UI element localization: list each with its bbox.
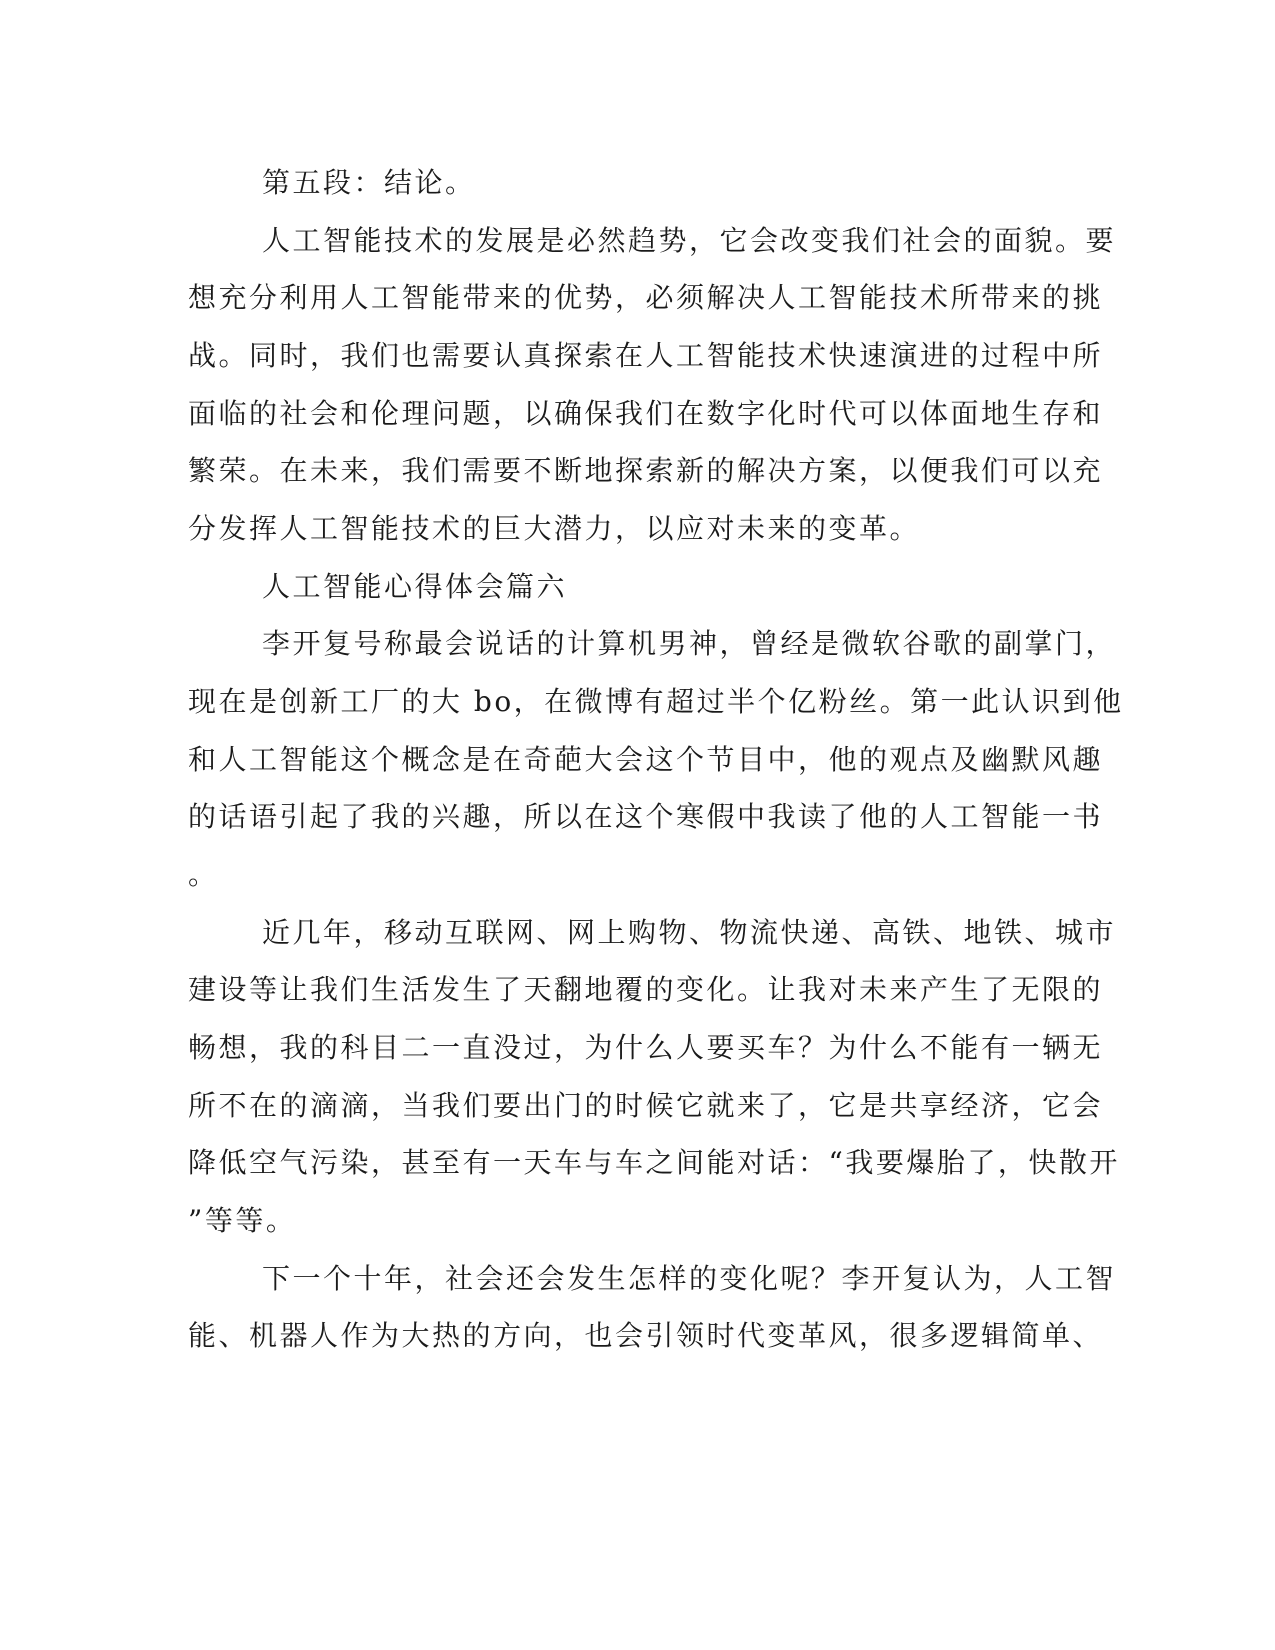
paragraph-line: 能、机器人作为大热的方向，也会引领时代变革风，很多逻辑简单、 (188, 1319, 1104, 1352)
paragraph-line: 近几年，移动互联网、网上购物、物流快递、高铁、地铁、城市 (262, 916, 1117, 949)
paragraph-line: 畅想，我的科目二一直没过，为什么人要买车？为什么不能有一辆无 (188, 1031, 1104, 1064)
paragraph-line: 下一个十年，社会还会发生怎样的变化呢？李开复认为，人工智 (262, 1262, 1117, 1295)
paragraph-line: 想充分利用人工智能带来的优势，必须解决人工智能技术所带来的挑 (188, 281, 1104, 314)
section-heading: 人工智能心得体会篇六 (262, 570, 568, 603)
paragraph-line: 降低空气污染，甚至有一天车与车之间能对话：“我要爆胎了，快散开 (188, 1146, 1120, 1179)
paragraph-line: ”等等。 (188, 1204, 297, 1237)
paragraph-line: 战。同时，我们也需要认真探索在人工智能技术快速演进的过程中所 (188, 339, 1104, 372)
paragraph-line: 分发挥人工智能技术的巨大潜力，以应对未来的变革。 (188, 512, 921, 545)
paragraph-line: 繁荣。在未来，我们需要不断地探索新的解决方案，以便我们可以充 (188, 454, 1104, 487)
paragraph-line: 所不在的滴滴，当我们要出门的时候它就来了，它是共享经济，它会 (188, 1089, 1104, 1122)
paragraph-line: 李开复号称最会说话的计算机男神，曾经是微软谷歌的副掌门， (262, 627, 1117, 660)
paragraph-line: 建设等让我们生活发生了天翻地覆的变化。让我对未来产生了无限的 (188, 973, 1104, 1006)
section-heading: 第五段：结论。 (262, 166, 476, 199)
paragraph-line: 。 (188, 858, 219, 891)
paragraph-line: 和人工智能这个概念是在奇葩大会这个节目中，他的观点及幽默风趣 (188, 743, 1104, 776)
paragraph-line: 现在是创新工厂的大 bo，在微博有超过半个亿粉丝。第一此认识到他 (188, 685, 1124, 718)
paragraph-line: 面临的社会和伦理问题，以确保我们在数字化时代可以体面地生存和 (188, 397, 1104, 430)
paragraph-line: 的话语引起了我的兴趣，所以在这个寒假中我读了他的人工智能一书 (188, 800, 1104, 833)
paragraph-line: 人工智能技术的发展是必然趋势，它会改变我们社会的面貌。要 (262, 224, 1117, 257)
